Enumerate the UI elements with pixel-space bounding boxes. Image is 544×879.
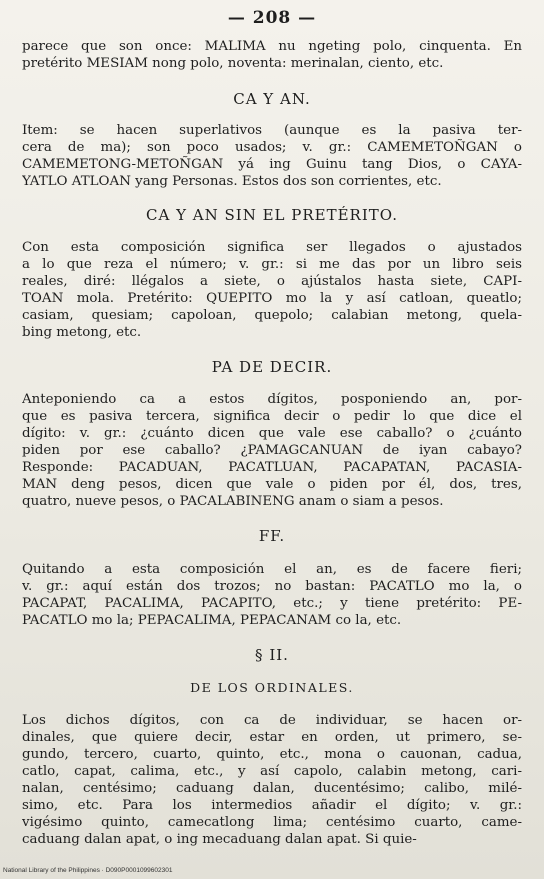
section-heading: § II. [255, 646, 289, 664]
text-line: dinales, que quiere decir, estar en orden, ut primero, se- [22, 730, 522, 745]
text-line: reales, diré: llégalos a siete, o ajústalos hasta siete, CAPI- [22, 274, 522, 289]
text-line: nalan, centésimo; caduang dalan, ducentésimo; calibo, milé- [22, 781, 522, 796]
text-line: piden por ese caballo? ¿PAMAGCANUAN de iyan cabayo? [22, 443, 522, 458]
text-line: Con esta composición significa ser llegados o ajustados [22, 240, 522, 255]
text-line: a lo que reza el número; v. gr.: si me das por un libro seis [22, 257, 522, 272]
text-line: CAMEMETONG-METOÑGAN yá ing Guinu tang Dios, o CAYA- [22, 157, 522, 172]
text-line: caduang dalan apat, o ing mecaduang dalan apat. Si quie- [22, 832, 417, 847]
text-line: dígito: v. gr.: ¿cuánto dicen que vale ese caballo? o ¿cuánto [22, 426, 522, 441]
text-line: Quitando a esta composición el an, es de facere fieri; [22, 562, 522, 577]
library-footer: National Library of the Philippines · D090P0001099602301 [3, 867, 173, 874]
text-line: PACATLO mo la; PEPACALIMA, PEPACANAM co la, etc. [22, 613, 402, 628]
section-heading: PA DE DECIR. [211, 358, 333, 376]
text-line: Item: se hacen superlativos (aunque es la pasiva ter- [22, 123, 522, 138]
text-line: quatro, nueve pesos, o PACALABINENG anam o siam a pesos. [22, 494, 444, 509]
text-line: parece que son once: MALIMA nu ngeting polo, cinquenta. En [22, 39, 522, 54]
text-line: MAN deng pesos, dicen que vale o piden por él, dos, tres, [22, 477, 522, 492]
section-heading: FF. [258, 527, 286, 545]
text-line: Anteponiendo ca a estos dígitos, posponiendo an, por- [22, 392, 522, 407]
text-line: PACAPAT, PACALIMA, PACAPITO, etc.; y tiene pretérito: PE- [22, 596, 522, 611]
text-line: catlo, capat, calima, etc., y así capolo, calabin metong, cari- [22, 764, 522, 779]
text-line: Responde: PACADUAN, PACATLUAN, PACAPATAN, PACASIA- [22, 460, 522, 475]
text-line: TOAN mola. Pretérito: QUEPITO mo la y así catloan, queatlo; [22, 291, 522, 306]
section-heading: CA Y AN. [233, 90, 311, 108]
text-line: pretérito MESIAM nong polo, noventa: merinalan, ciento, etc. [22, 56, 444, 71]
text-line: v. gr.: aquí están dos trozos; no bastan: PACATLO mo la, o [22, 579, 522, 594]
text-line: Los dichos dígitos, con ca de individuar, se hacen or- [22, 713, 522, 728]
text-line: gundo, tercero, cuarto, quinto, etc., mona o cauonan, cadua, [22, 747, 522, 762]
section-heading: DE LOS ORDINALES. [190, 680, 354, 695]
text-line: cera de ma); son poco usados; v. gr.: CAMEMETOÑGAN o [22, 140, 522, 155]
text-line: que es pasiva tercera, significa decir o pedir lo que dice el [22, 409, 522, 424]
text-line: vigésimo quinto, camecatlong lima; centésimo cuarto, came- [22, 815, 522, 830]
text-line: bing metong, etc. [22, 325, 142, 340]
text-line: simo, etc. Para los intermedios añadir el dígito; v. gr.: [22, 798, 522, 813]
text-line: casiam, quesiam; capoloan, quepolo; calabian metong, quela- [22, 308, 522, 323]
text-line: YATLO ATLOAN yang Personas. Estos dos son corrientes, etc. [22, 174, 442, 189]
page-number: — 208 — [227, 8, 317, 28]
section-heading: CA Y AN SIN EL PRETÉRITO. [146, 206, 398, 224]
